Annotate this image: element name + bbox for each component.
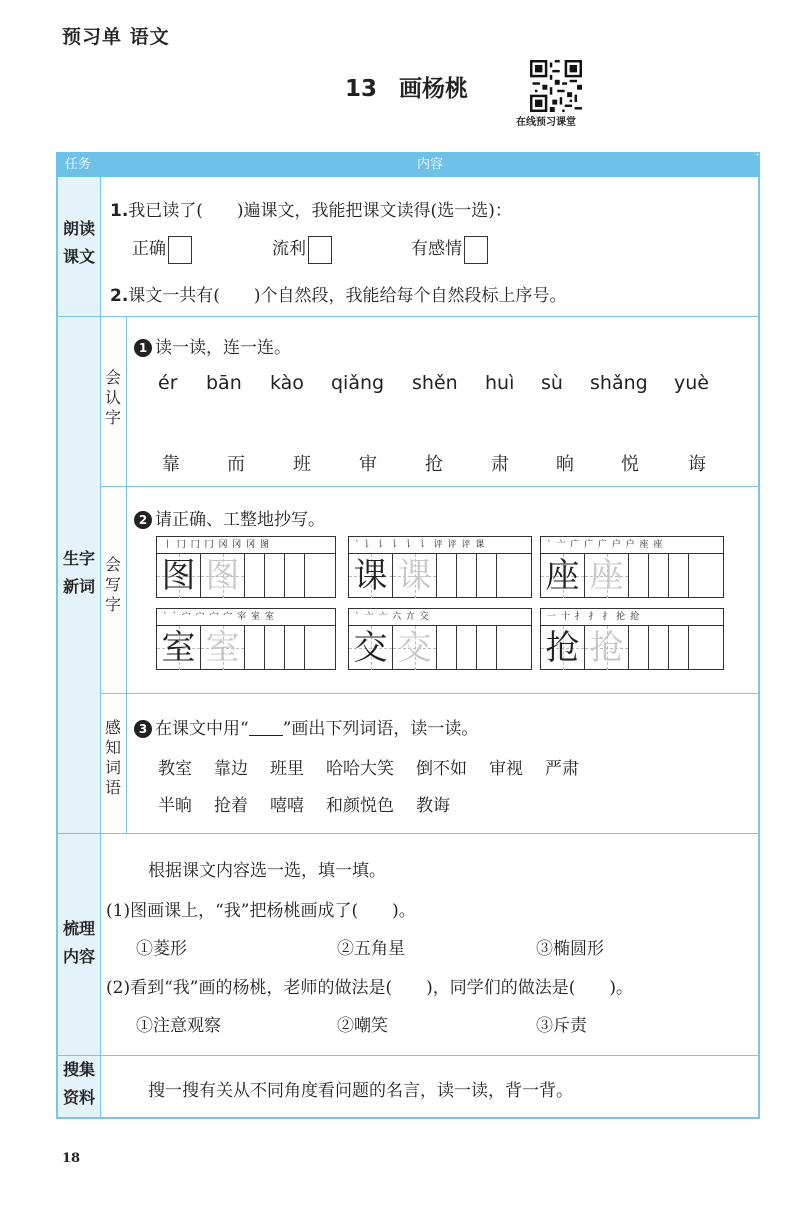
model-char: 室: [161, 628, 196, 668]
table-header: [56, 152, 760, 177]
trace-char: 抢: [589, 628, 624, 668]
stroke-order: 丨 冂 冂 冂 冈 冈 冈 图: [157, 537, 335, 554]
write-instruction: 2 请正确、工整地抄写。: [134, 505, 325, 530]
task-label-read: 朗读 课文: [62, 219, 95, 266]
checkbox[interactable]: [464, 236, 488, 264]
read-option-fluent[interactable]: 流利: [272, 234, 332, 264]
char-8: 诲: [688, 454, 706, 475]
word: 教诲: [416, 796, 450, 816]
stroke-order: ` 亠 亠 六 亣 交: [349, 609, 531, 626]
question-1: 1.我已读了( )遍课文，我能把课文读得(选一选)：: [110, 201, 512, 221]
q1-option-b[interactable]: ②五角星: [337, 939, 405, 959]
qr-code-icon[interactable]: [530, 60, 582, 112]
pinyin-6: sù: [541, 372, 563, 394]
word: 班里: [270, 759, 304, 779]
q1-option-a[interactable]: ①菱形: [136, 939, 187, 959]
word: 哈哈大笑: [326, 759, 394, 779]
model-char: 抢: [545, 628, 580, 668]
recognize-instruction: 1 读一读，连一连。: [134, 333, 291, 358]
pinyin-7: shǎng: [590, 372, 648, 394]
word: 半晌: [158, 796, 192, 816]
lesson-number: 13: [345, 76, 378, 102]
task-label-new-words: 生字 新词: [62, 549, 95, 596]
word: 靠边: [214, 759, 248, 779]
char-7: 悦: [621, 454, 639, 475]
sort-intro: 根据课文内容选一选，填一填。: [148, 861, 386, 881]
q2-option-a[interactable]: ①注意观察: [136, 1016, 221, 1036]
sort-question-1: (1)图画课上，“我”把杨桃画成了( )。: [106, 901, 416, 921]
sub-label-perceive: 感知词语: [104, 718, 121, 797]
char-0: 靠: [162, 454, 180, 475]
writing-grid-座[interactable]: [540, 536, 724, 598]
model-char: 座: [545, 556, 580, 596]
word: 倒不如: [416, 759, 467, 779]
word-row-2: [158, 791, 450, 816]
pinyin-1: bān: [206, 372, 242, 394]
checkbox[interactable]: [308, 236, 332, 264]
model-char: 课: [353, 556, 388, 596]
writing-grid-课[interactable]: [348, 536, 532, 598]
char-1: 而: [227, 454, 245, 475]
q1-option-c[interactable]: ③椭圆形: [536, 939, 604, 959]
content-column-header: 内容: [416, 157, 443, 172]
pinyin-2: kào: [270, 372, 304, 394]
read-option-correct[interactable]: 正确: [132, 234, 192, 264]
word: 教室: [158, 759, 192, 779]
column-divider: [100, 177, 101, 1117]
q2-option-c[interactable]: ③斥责: [536, 1016, 587, 1036]
stroke-order: ` 讠 讠 讠 讠 讠 评 评 评 课: [349, 537, 531, 554]
row-divider: [58, 316, 758, 317]
trace-char: 交: [397, 628, 432, 668]
read-option-expressive[interactable]: 有感情: [411, 234, 488, 264]
model-char: 图: [161, 556, 196, 596]
pinyin-0: ér: [158, 372, 178, 394]
task-column-header: 任务: [64, 157, 91, 172]
char-2: 班: [293, 454, 311, 475]
word-row-1: [158, 754, 579, 779]
word: 严肃: [545, 759, 579, 779]
perceive-instruction: 3 在课文中用“ ”画出下列词语，读一读。: [134, 714, 478, 739]
row-divider: [58, 833, 758, 834]
char-4: 抢: [425, 454, 443, 475]
qr-caption: 在线预习课堂: [516, 117, 576, 128]
pinyin-3: qiǎng: [331, 372, 385, 394]
pinyin-5: huì: [485, 372, 515, 394]
trace-char: 图: [205, 556, 240, 596]
page-number: 18: [62, 1151, 81, 1166]
task-label-collect: 搜集 资料: [62, 1060, 95, 1107]
subcolumn-divider: [126, 316, 127, 833]
header-label: 预习单 语文: [62, 26, 170, 48]
stroke-order: ` ` 宀 宀 宀 宀 宰 室 室: [157, 609, 335, 626]
subrow-divider: [100, 486, 758, 487]
sort-question-2: (2)看到“我”画的杨桃，老师的做法是( )，同学们的做法是( )。: [106, 978, 633, 998]
sub-label-write: 会写字: [104, 555, 121, 614]
model-char: 交: [353, 628, 388, 668]
writing-grid-交[interactable]: [348, 608, 532, 670]
task-label-sort: 梳理 内容: [62, 919, 95, 966]
char-6: 晌: [556, 454, 574, 475]
word: 和颜悦色: [326, 796, 394, 816]
checkbox[interactable]: [168, 236, 192, 264]
writing-grid-抢[interactable]: [540, 608, 724, 670]
writing-grid-室[interactable]: [156, 608, 336, 670]
lesson-title: [345, 70, 468, 103]
trace-char: 室: [205, 628, 240, 668]
underline-blank: [249, 719, 283, 736]
pinyin-8: yuè: [674, 372, 709, 394]
sub-label-recognize: 会认字: [104, 368, 121, 427]
trace-char: 座: [589, 556, 624, 596]
char-5: 肃: [491, 454, 509, 475]
question-2: 2.课文一共有( )个自然段，我能给每个自然段标上序号。: [110, 286, 567, 306]
stroke-order: ` 亠 广 广 广 户 户 座 座: [541, 537, 723, 554]
word: 抢着: [214, 796, 248, 816]
pinyin-4: shěn: [412, 372, 458, 394]
q2-option-b[interactable]: ②嘲笑: [337, 1016, 388, 1036]
stroke-order: 一 十 扌 扌 扌 抡 抢: [541, 609, 723, 626]
writing-grid-图[interactable]: [156, 536, 336, 598]
row-divider: [58, 1055, 758, 1056]
subrow-divider: [100, 693, 758, 694]
word: 嘻嘻: [270, 796, 304, 816]
collect-text: 搜一搜有关从不同角度看问题的名言，读一读，背一背。: [148, 1081, 573, 1101]
word: 审视: [489, 759, 523, 779]
char-3: 审: [359, 454, 377, 475]
trace-char: 课: [397, 556, 432, 596]
lesson-title-text: 画杨桃: [399, 76, 469, 102]
